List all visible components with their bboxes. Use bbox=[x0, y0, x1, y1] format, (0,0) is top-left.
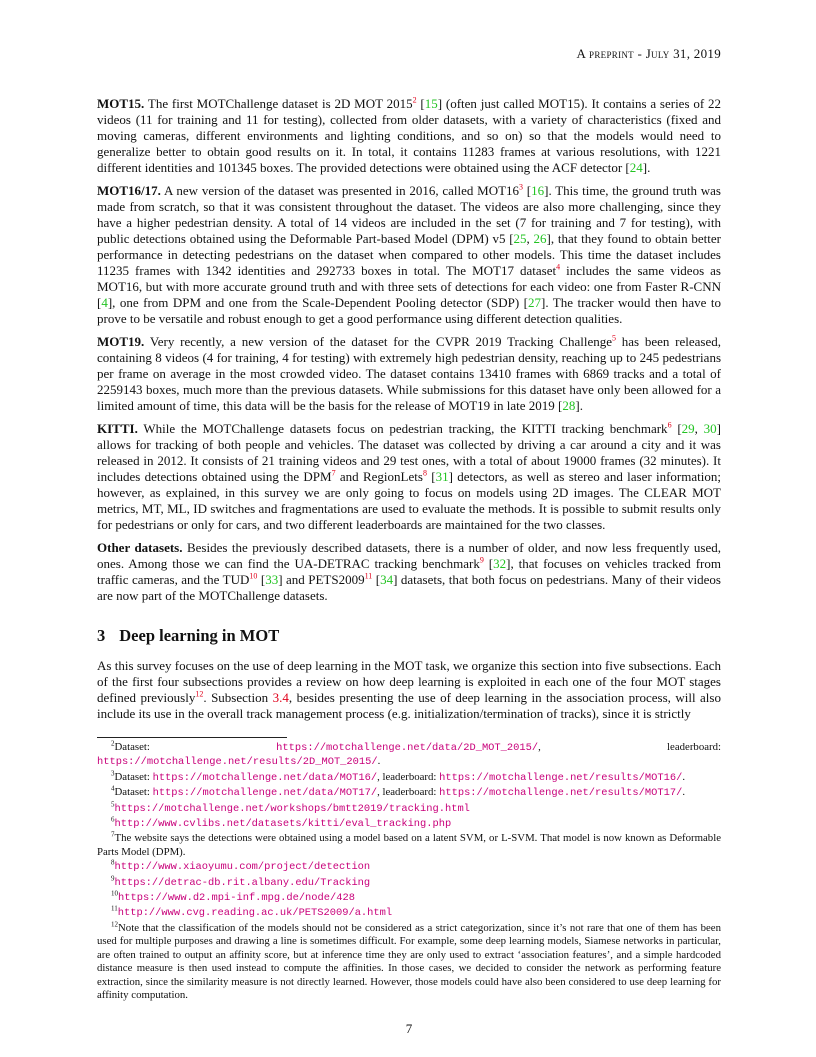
footnote-mark[interactable]: 5 bbox=[612, 333, 616, 343]
citation-link[interactable]: 16 bbox=[531, 183, 545, 198]
paragraph-lead: Other datasets. bbox=[97, 540, 183, 555]
text-run: Dataset: bbox=[114, 741, 277, 753]
url-link[interactable]: https://motchallenge.net/data/2D_MOT_2015/ bbox=[276, 742, 539, 754]
text-run: [ bbox=[372, 572, 381, 587]
footnote-number: 6 bbox=[111, 815, 115, 824]
paragraph-lead: MOT19. bbox=[97, 334, 145, 349]
url-link[interactable]: https://motchallenge.net/workshops/bmtt2019/tracking.html bbox=[114, 802, 470, 815]
footnote-number: 10 bbox=[111, 889, 118, 898]
footnote-number: 4 bbox=[111, 784, 115, 793]
citation-link[interactable]: 27 bbox=[527, 295, 541, 310]
text-run: , bbox=[526, 231, 534, 246]
citation-link[interactable]: 30 bbox=[703, 421, 717, 436]
url-link[interactable]: https://motchallenge.net/results/2D_MOT_2015/ bbox=[97, 756, 378, 769]
citation-link[interactable]: 28 bbox=[562, 398, 576, 413]
citation-link[interactable]: 33 bbox=[265, 572, 279, 587]
text-run: , leaderboard: bbox=[377, 786, 440, 799]
datasets-paragraphs bbox=[97, 96, 721, 604]
footnote-mark[interactable]: 7 bbox=[331, 468, 336, 478]
paragraph-lead: MOT16/17. bbox=[97, 183, 161, 198]
footnote-number: 8 bbox=[111, 858, 115, 867]
paragraph bbox=[97, 96, 721, 176]
footnote bbox=[97, 891, 721, 905]
footnote-mark[interactable]: 11 bbox=[364, 571, 373, 581]
footnote bbox=[97, 802, 721, 816]
footnote bbox=[97, 771, 721, 785]
footnote-mark[interactable]: 6 bbox=[667, 420, 672, 430]
text-run: ], that focuses on vehicles tracked from traffic cameras, and the TUD bbox=[97, 556, 721, 587]
text-run: , bbox=[694, 421, 704, 436]
text-run: The first MOTChallenge dataset is 2D MOT 2015 bbox=[144, 96, 413, 111]
url-link[interactable]: http://www.xiaoyumu.com/project/detection bbox=[114, 861, 371, 874]
section-paragraphs bbox=[97, 658, 721, 722]
footnote bbox=[97, 906, 721, 920]
citation-link[interactable]: 34 bbox=[380, 572, 394, 587]
text-run: , leaderboard: bbox=[538, 741, 721, 753]
footnote-mark[interactable]: 9 bbox=[479, 555, 484, 565]
url-link[interactable]: https://detrac-db.rit.albany.edu/Tracking bbox=[114, 876, 371, 889]
url-link[interactable]: https://www.d2.mpi-inf.mpg.de/node/428 bbox=[118, 892, 355, 905]
url-link[interactable]: http://www.cvg.reading.ac.uk/PETS2009/a.html bbox=[117, 907, 393, 920]
text-run: The website says the detections were obtained using a model based on a latent SVM, or L-SVM. That model is now known as Deformable Parts Model (DPM). bbox=[97, 832, 721, 858]
text-run: Dataset: bbox=[114, 786, 153, 799]
citation-link[interactable]: 26 bbox=[533, 231, 547, 246]
text-run: , besides presenting the use of deep learning in the association process, will also include its use in the overall track management process (e.g. initialization/termination of tracks), since it is strictly bbox=[97, 690, 721, 721]
section-number: 3 bbox=[97, 626, 106, 645]
footnote bbox=[97, 860, 721, 874]
text-run: . bbox=[682, 770, 686, 783]
running-header: A preprint - July 31, 2019 bbox=[576, 46, 721, 61]
footnote bbox=[97, 741, 721, 770]
main-text bbox=[97, 96, 721, 729]
footnote bbox=[97, 786, 721, 800]
text-run: . bbox=[377, 755, 381, 768]
text-run: includes the same videos as MOT16, but with more accurate ground truth and with three sets of detections for each video: one from Faster R-CNN [ bbox=[97, 263, 721, 310]
section-ref-link[interactable]: 3.4 bbox=[272, 690, 289, 705]
url-link[interactable]: http://www.cvlibs.net/datasets/kitti/eval_tracking.php bbox=[114, 818, 452, 831]
citation-link[interactable]: 32 bbox=[493, 556, 507, 571]
text-run: [ bbox=[483, 556, 494, 571]
citation-link[interactable]: 29 bbox=[681, 421, 695, 436]
citation-link[interactable]: 25 bbox=[513, 231, 527, 246]
text-run: Dataset: bbox=[114, 770, 153, 783]
text-run: and RegionLets bbox=[335, 469, 423, 484]
footnote bbox=[97, 832, 721, 859]
text-run: ] allows for tracking of both people and vehicles. The dataset was collected by driving a car around a city and it was released in 2012. It consists of 21 training videos and 29 test ones, with a total of about 19000 frames (32 minutes). It includes detections obtained using the DPM bbox=[97, 421, 721, 484]
url-link[interactable]: https://motchallenge.net/data/MOT17/ bbox=[152, 787, 378, 800]
text-run: ] datasets, that both focus on pedestrians. Many of their videos are now part of the MOTChallenge datasets. bbox=[97, 572, 721, 603]
text-run: [ bbox=[257, 572, 266, 587]
paragraph bbox=[97, 183, 721, 327]
text-run: [ bbox=[523, 183, 532, 198]
text-run: ], one from DPM and one from the Scale-Dependent Pooling detector (SDP) [ bbox=[107, 295, 528, 310]
footnote-number: 12 bbox=[111, 920, 118, 929]
section-title: Deep learning in MOT bbox=[119, 626, 280, 645]
paragraph bbox=[97, 334, 721, 414]
citation-link[interactable]: 24 bbox=[629, 160, 643, 175]
footnote-mark[interactable]: 12 bbox=[195, 689, 204, 699]
footnote bbox=[97, 876, 721, 890]
url-link[interactable]: https://motchallenge.net/results/MOT16/ bbox=[439, 771, 683, 784]
footnote-mark[interactable]: 3 bbox=[519, 182, 524, 192]
paragraph bbox=[97, 658, 721, 722]
footnote-rule bbox=[97, 737, 287, 738]
text-run: ]. bbox=[575, 398, 583, 413]
page-number: 7 bbox=[405, 1021, 413, 1037]
text-run: ] (often just called MOT15). It contains a series of 22 videos (11 for training and 11 for testing), collected from older datasets, with a variety of characteristics (fixed and moving cameras, different environments and lighting conditions, and so on) so that the models would need to generalize better to obtain good results on it. In total, it contains 11283 frames at various resolutions, with 1221 different identities and 101345 boxes. The provided detections were obtained using the ACF detector [ bbox=[97, 96, 721, 175]
text-run: . bbox=[682, 786, 686, 799]
text-run: While the MOTChallenge datasets focus on pedestrian tracking, the KITTI tracking benchmark bbox=[137, 421, 668, 436]
footnote-mark[interactable]: 4 bbox=[556, 262, 561, 272]
text-run: [ bbox=[671, 421, 682, 436]
footnote-number: 3 bbox=[111, 769, 115, 778]
footnote bbox=[97, 817, 721, 831]
text-run: ] detectors, as well as stereo and laser information; however, as explained, in this survey we are only going to focus on models using 2D images. The CLEAR MOT metrics, MT, ML, ID switches and fragmentations are used to evaluate the methods. It is possible to submit results only for pedestrians or only for cars, and two different leaderboards are maintained for the two classes. bbox=[97, 469, 721, 532]
text-run: As this survey focuses on the use of deep learning in the MOT task, we organize this section into five subsections. Each of the first four subsections provides a review on how deep learning is exploited in each one of the four MOT stages defined previously bbox=[97, 658, 721, 705]
text-run: ]. bbox=[642, 160, 651, 175]
paragraph-lead: MOT15. bbox=[97, 96, 145, 111]
text-run: A new version of the dataset was presented in 2016, called MOT16 bbox=[160, 183, 520, 198]
text-run: has been released, containing 8 videos (4 for training, 4 for testing) with extremely high pedestrian density, reaching up to 245 pedestrians per frame on average in the most crowded video. The dataset contains 13410 frames with 6869 tracks and a total of 2259143 boxes, much more than the previous datasets. While submissions for this dataset have only been allowed for a limited amount of time, this data will be the basis for the release of MOT19 in late 2019 [ bbox=[97, 334, 721, 413]
citation-link[interactable]: 4 bbox=[101, 295, 108, 310]
text-run: Besides the previously described datasets, there is a number of older, and now less frequently used, ones. Among those we can find the UA-DETRAC tracking benchmark bbox=[97, 540, 721, 571]
citation-link[interactable]: 15 bbox=[424, 96, 438, 111]
text-run: Very recently, a new version of the dataset for the CVPR 2019 Tracking Challenge bbox=[144, 334, 612, 349]
url-link[interactable]: https://motchallenge.net/results/MOT17/ bbox=[439, 787, 683, 800]
footnote-number: 2 bbox=[111, 739, 115, 748]
footnote-mark[interactable]: 2 bbox=[412, 95, 417, 105]
text-run: ]. The tracker would then have to prove to be versatile and robust enough to get a good performance using different detection qualities. bbox=[97, 295, 722, 326]
footnote bbox=[97, 922, 721, 1002]
text-run: ], that they found to obtain better performance in detecting pedestrians on the dataset when compared to other models. This time the dataset includes 11235 frames with 1342 identities and 292733 boxes in total. The MOT17 dataset bbox=[97, 231, 722, 278]
text-run: , leaderboard: bbox=[377, 770, 440, 783]
citation-link[interactable]: 31 bbox=[435, 469, 449, 484]
text-run: Note that the classification of the models should not be considered as a strict categorization, since it’s not rare that one of them has been used for multiple purposes and drawing a line is sometimes difficult. For example, some deep learning models, Siamese networks in particular, are often trained to output an affinity score, but at inference time they are only used to extract ‘association features’, and a simple hardcoded distance measure is then used instead to compute the affinities. In those cases, we decided to consider the network as performing feature extraction, since the similarity measure is not directly learned. However, those models could have also been considered to use deep learning for affinity computation. bbox=[97, 921, 721, 1001]
section-heading bbox=[97, 626, 721, 646]
text-run: . Subsection bbox=[203, 690, 273, 705]
footnotes bbox=[97, 741, 721, 1003]
url-link[interactable]: https://motchallenge.net/data/MOT16/ bbox=[152, 771, 378, 784]
footnote-number: 9 bbox=[111, 874, 115, 883]
paragraph bbox=[97, 421, 721, 533]
footnote-mark[interactable]: 10 bbox=[249, 571, 258, 581]
paragraph-lead: KITTI. bbox=[97, 421, 138, 436]
text-run: ] and PETS2009 bbox=[278, 572, 365, 587]
footnote-number: 5 bbox=[111, 800, 115, 809]
text-run: [ bbox=[416, 96, 425, 111]
footnote-mark[interactable]: 8 bbox=[422, 468, 427, 478]
footnote-number: 7 bbox=[111, 830, 115, 839]
paragraph bbox=[97, 540, 721, 604]
text-run: ]. This time, the ground truth was made from scratch, so that it was consistent throughout the dataset. The videos are also more challenging, since they have a higher pedestrian density. A total of 14 videos are included in the set (7 for training and 7 for testing), with public detections obtained using the Deformable Part-based Model (DPM) v5 [ bbox=[97, 183, 721, 246]
text-run: [ bbox=[426, 469, 436, 484]
footnote-number: 11 bbox=[111, 904, 118, 913]
